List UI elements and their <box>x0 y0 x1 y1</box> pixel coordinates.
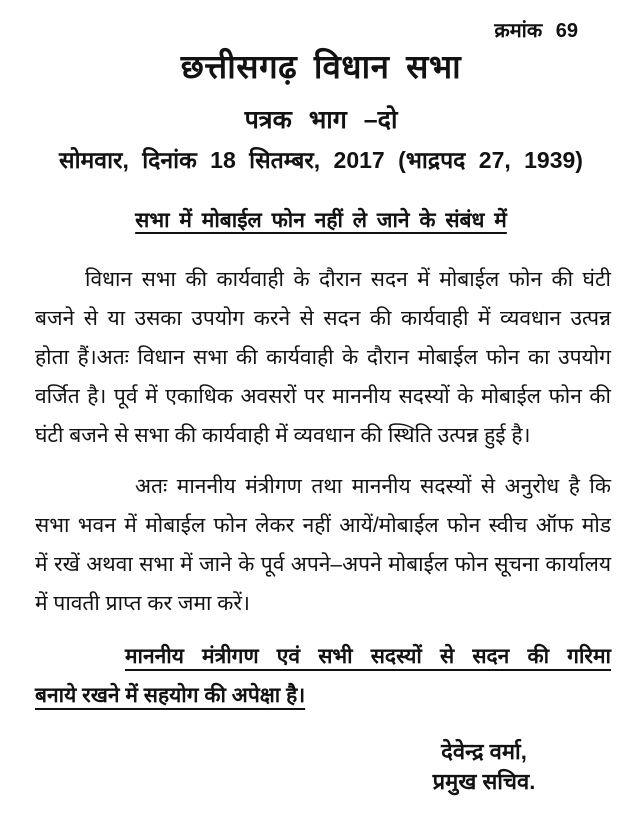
document-body <box>35 260 611 715</box>
body-line: अतः माननीय मंत्रीगण तथा माननीय सदस्यों से अनुरोध है कि <box>135 475 611 498</box>
body-line: में रखें अथवा सभा में जाने के पूर्व अपने–अपने मोबाईल फोन सूचना कार्यालय <box>35 553 611 576</box>
subject-heading <box>0 206 642 236</box>
signatory-designation: प्रमुख सचिव. <box>432 769 536 794</box>
body-line: विधान सभा की कार्यवाही के दौरान सदन में मोबाईल फोन की घंटी <box>85 268 611 291</box>
subject-heading-text: सभा में मोबाईल फोन नहीं ले जाने के संबंध में <box>135 209 507 232</box>
paragraph-1 <box>35 260 611 455</box>
page-title: छत्तीसगढ़ विधान सभा <box>180 48 462 85</box>
paragraph-3-emphasis <box>35 637 611 715</box>
body-line: सभा भवन में मोबाईल फोन लेकर नहीं आयें/मोबाईल फोन स्वीच ऑफ मोड <box>35 514 611 537</box>
body-line: माननीय मंत्रीगण एवं सभी सदस्यों से सदन की गरिमा <box>125 645 611 668</box>
date-line: सोमवार, दिनांक 18 सितम्बर, 2017 (भाद्रपद 27, 1939) <box>59 147 583 173</box>
body-line: घंटी बजने से सभा की कार्यवाही में व्यवधान की स्थिति उत्पन्न हुई है। <box>35 424 531 447</box>
body-line: वर्जित है। पूर्व में एकाधिक अवसरों पर माननीय सदस्यों के मोबाईल फोन की <box>35 385 611 408</box>
paragraph-2 <box>35 467 611 623</box>
body-line: में पावती प्राप्त कर जमा करें। <box>35 592 250 615</box>
signature-block <box>384 737 584 797</box>
body-line: होता हैं।अतः विधान सभा की कार्यवाही के दौरान मोबाईल फोन का उपयोग <box>35 346 611 369</box>
document-subtitle: पत्रक भाग –दो <box>244 106 398 134</box>
signatory-name: देवेन्द्र वर्मा, <box>441 739 527 764</box>
serial-number: क्रमांक 69 <box>494 20 578 42</box>
body-line: बनाये रखने में सहयोग की अपेक्षा है। <box>35 684 306 707</box>
body-line: बजने से या उसका उपयोग करने से सदन की कार्यवाही में व्यवधान उत्पन्न <box>35 307 611 330</box>
